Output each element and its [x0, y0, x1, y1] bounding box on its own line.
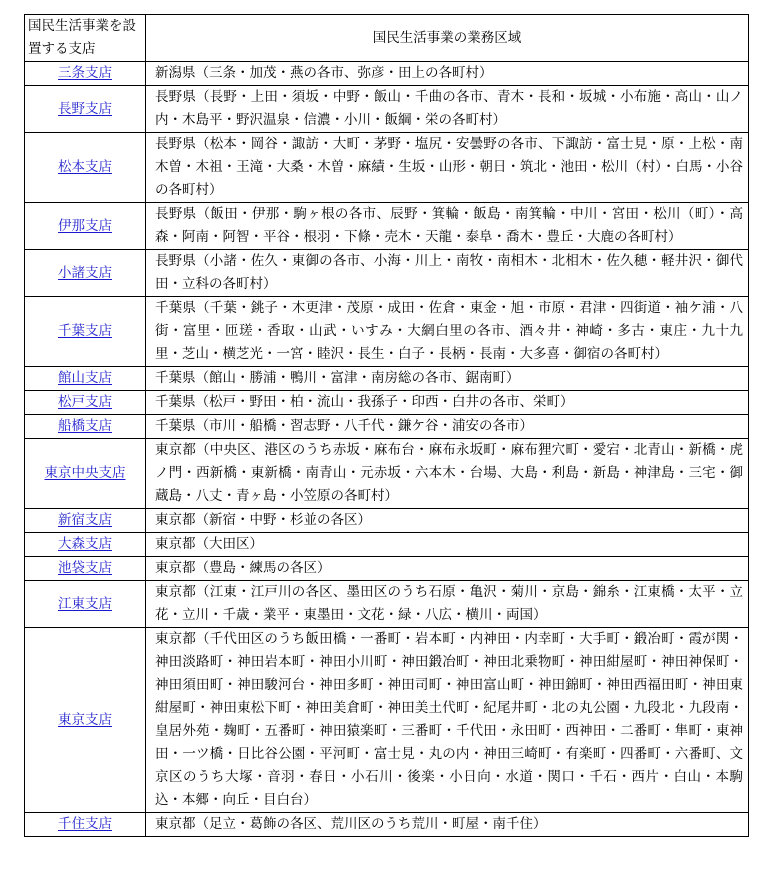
- area-description: 東京都（千代田区のうち飯田橋・一番町・岩本町・内神田・内幸町・大手町・鍛冶町・霞が関・神田淡路町・神田岩本町・神田小川町・神田鍛冶町・神田北乗物町・神田紺屋町・神田神保町・神田須田町・神田駿河台・神田多町・神田司町・神田富山町・神田錦町・神田西福田町・神田東紺屋町・神田東松下町・神田美倉町・神田美土代町・紀尾井町・北の丸公園・九段北・九段南・皇居外苑・麹町・五番町・神田猿楽町・三番町・千代田・永田町・西神田・二番町・隼町・東神田・一ツ橋・日比谷公園・平河町・富士見・丸の内・神田三崎町・有楽町・四番町・六番町、文京区のうち大塚・音羽・春日・小石川・後楽・小日向・水道・関口・千石・西片・白山・本駒込・本郷・向丘・目白台）: [146, 628, 749, 813]
- table-row: [25, 557, 749, 581]
- table-row: [25, 439, 749, 509]
- branch-cell: [25, 557, 146, 581]
- branch-cell: [25, 297, 146, 367]
- table-row: [25, 297, 749, 367]
- area-description: 東京都（大田区）: [146, 533, 749, 557]
- branch-cell: [25, 813, 146, 837]
- branch-link[interactable]: 伊那支店: [58, 217, 112, 234]
- area-description: 東京都（足立・葛飾の各区、荒川区のうち荒川・町屋・南千住）: [146, 813, 749, 837]
- branch-link[interactable]: 新宿支店: [58, 512, 112, 528]
- table-body: [25, 62, 749, 837]
- branch-link[interactable]: 松本支店: [58, 159, 112, 175]
- area-description: 新潟県（三条・加茂・燕の各市、弥彦・田上の各町村）: [146, 62, 749, 86]
- business-area-table: [24, 14, 749, 837]
- area-description: 東京都（中央区、港区のうち赤坂・麻布台・麻布永坂町・麻布狸穴町・愛宕・北青山・新橋・虎ノ門・西新橋・東新橋・南青山・元赤坂・六本木・台場、大島・利島・新島・神津島・三宅・御蔵島・八丈・青ヶ島・小笠原の各町村）: [146, 439, 749, 509]
- table-row: [25, 581, 749, 628]
- branch-link[interactable]: 東京支店: [58, 711, 112, 728]
- area-description: 千葉県（市川・船橋・習志野・八千代・鎌ケ谷・浦安の各市）: [146, 415, 749, 439]
- branch-link[interactable]: 三条支店: [58, 65, 112, 81]
- table-row: [25, 391, 749, 415]
- table-row: [25, 203, 749, 250]
- branch-cell: [25, 628, 146, 813]
- header-area: 国民生活事業の業務区域: [146, 15, 749, 62]
- branch-cell: [25, 62, 146, 86]
- table-header-row: [25, 15, 749, 62]
- area-description: 千葉県（松戸・野田・柏・流山・我孫子・印西・白井の各市、栄町）: [146, 391, 749, 415]
- branch-link[interactable]: 長野支店: [58, 100, 112, 117]
- branch-link[interactable]: 千葉支店: [58, 323, 112, 339]
- table-row: [25, 415, 749, 439]
- table-row: [25, 86, 749, 133]
- header-branch: 国民生活事業を設置する支店: [25, 15, 146, 62]
- table-row: [25, 62, 749, 86]
- area-description: 千葉県（館山・勝浦・鴨川・富津・南房総の各市、鋸南町）: [146, 367, 749, 391]
- table-row: [25, 628, 749, 813]
- table-row: [25, 250, 749, 297]
- branch-cell: [25, 203, 146, 250]
- branch-cell: [25, 581, 146, 628]
- table-row: [25, 367, 749, 391]
- table-row: [25, 509, 749, 533]
- area-description: 長野県（長野・上田・須坂・中野・飯山・千曲の各市、青木・長和・坂城・小布施・高山・山ノ内・木島平・野沢温泉・信濃・小川・飯綱・栄の各町村）: [146, 86, 749, 133]
- branch-cell: [25, 415, 146, 439]
- branch-link[interactable]: 大森支店: [58, 536, 112, 552]
- table-row: [25, 533, 749, 557]
- area-description: 東京都（豊島・練馬の各区）: [146, 557, 749, 581]
- branch-cell: [25, 439, 146, 509]
- area-description: 東京都（江東・江戸川の各区、墨田区のうち石原・亀沢・菊川・京島・錦糸・江東橋・太平・立花・立川・千歳・業平・東墨田・文花・緑・八広・横川・両国）: [146, 581, 749, 628]
- area-description: 長野県（飯田・伊那・駒ヶ根の各市、辰野・箕輪・飯島・南箕輪・中川・宮田・松川（町）・高森・阿南・阿智・平谷・根羽・下條・売木・天龍・泰阜・喬木・豊丘・大鹿の各町村）: [146, 203, 749, 250]
- branch-link[interactable]: 小諸支店: [58, 264, 112, 281]
- branch-cell: [25, 367, 146, 391]
- table-row: [25, 133, 749, 203]
- branch-link[interactable]: 池袋支店: [58, 560, 112, 576]
- branch-link[interactable]: 館山支店: [58, 370, 112, 386]
- area-description: 東京都（新宿・中野・杉並の各区）: [146, 509, 749, 533]
- table-row: [25, 813, 749, 837]
- branch-cell: [25, 533, 146, 557]
- branch-cell: [25, 509, 146, 533]
- branch-cell: [25, 250, 146, 297]
- branch-cell: [25, 133, 146, 203]
- area-description: 長野県（小諸・佐久・東御の各市、小海・川上・南牧・南相木・北相木・佐久穂・軽井沢・御代田・立科の各町村）: [146, 250, 749, 297]
- area-description: 千葉県（千葉・銚子・木更津・茂原・成田・佐倉・東金・旭・市原・君津・四街道・袖ケ浦・八街・富里・匝瑳・香取・山武・いすみ・大網白里の各市、酒々井・神崎・多古・東庄・九十九里・芝山・横芝光・一宮・睦沢・長生・白子・長柄・長南・大多喜・御宿の各町村）: [146, 297, 749, 367]
- branch-link[interactable]: 松戸支店: [58, 394, 112, 410]
- branch-link[interactable]: 千住支店: [58, 816, 112, 832]
- branch-link[interactable]: 船橋支店: [58, 418, 112, 434]
- area-description: 長野県（松本・岡谷・諏訪・大町・茅野・塩尻・安曇野の各市、下諏訪・富士見・原・上松・南木曽・木祖・王滝・大桑・木曽・麻績・生坂・山形・朝日・筑北・池田・松川（村）・白馬・小谷の各町村）: [146, 133, 749, 203]
- branch-link[interactable]: 東京中央支店: [44, 465, 126, 481]
- branch-cell: [25, 391, 146, 415]
- branch-link[interactable]: 江東支店: [58, 595, 112, 612]
- branch-cell: [25, 86, 146, 133]
